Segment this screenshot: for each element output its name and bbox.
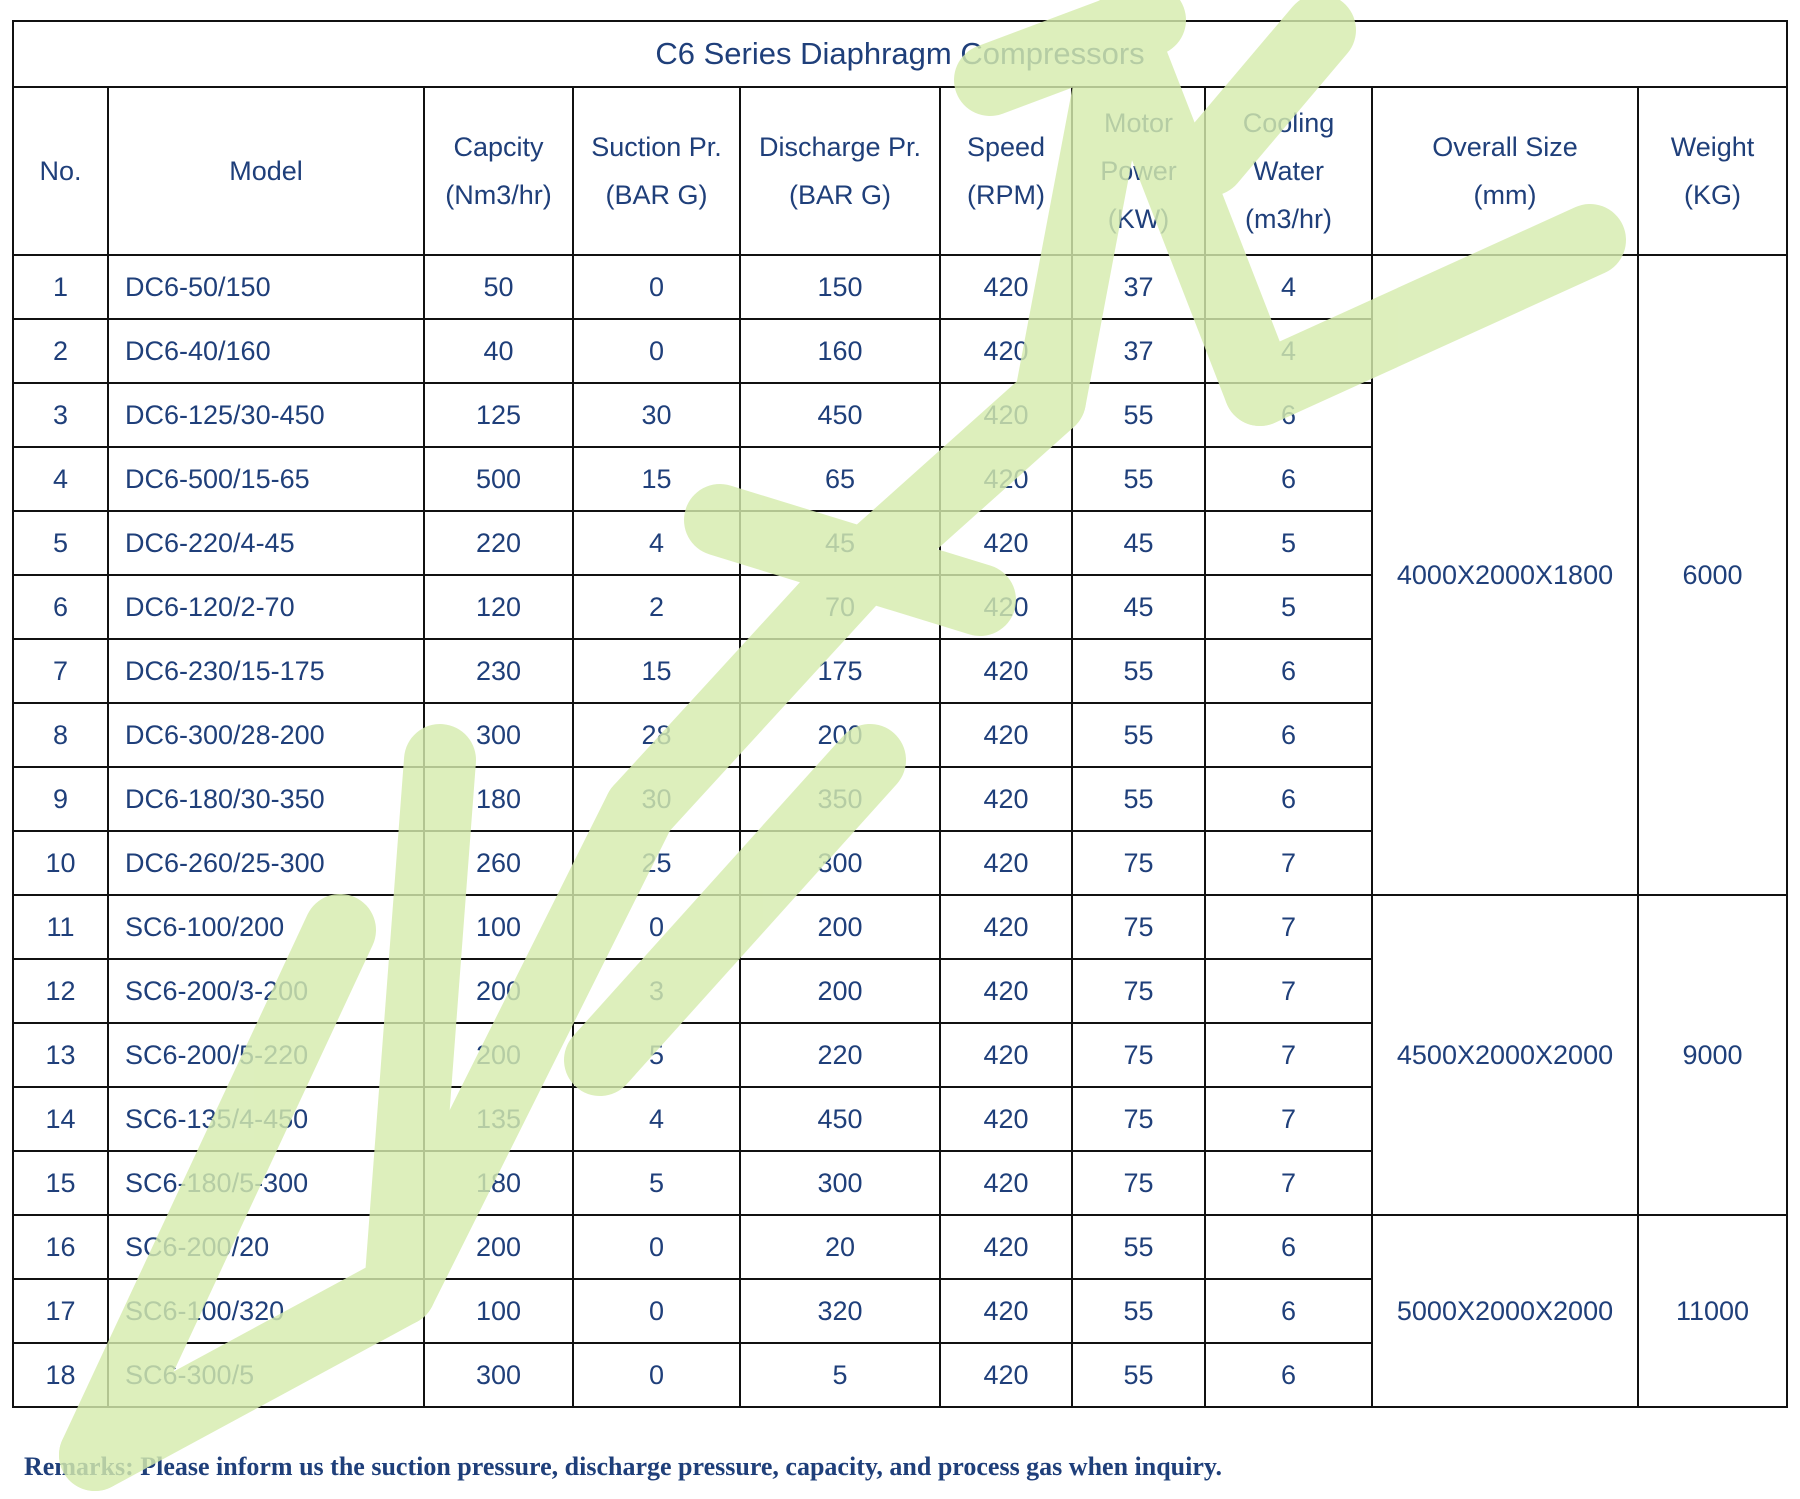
- cell-cooling: 7: [1205, 1151, 1372, 1215]
- cell-no: 13: [13, 1023, 108, 1087]
- column-header: [1638, 87, 1787, 255]
- cell-no: 16: [13, 1215, 108, 1279]
- cell-discharge: 70: [740, 575, 940, 639]
- cell-capacity: 200: [424, 1023, 573, 1087]
- cell-capacity: 125: [424, 383, 573, 447]
- column-header-line: (RPM): [967, 180, 1045, 210]
- table-row: [13, 1215, 1787, 1279]
- cell-speed: 420: [940, 703, 1072, 767]
- cell-power: 75: [1072, 1151, 1205, 1215]
- column-header-line: Weight: [1670, 132, 1755, 162]
- cell-speed: 420: [940, 1279, 1072, 1343]
- cell-speed: 420: [940, 1215, 1072, 1279]
- cell-capacity: 40: [424, 319, 573, 383]
- table-row: [13, 255, 1787, 319]
- table-row: [13, 895, 1787, 959]
- cell-cooling: 7: [1205, 1087, 1372, 1151]
- cell-speed: 420: [940, 1151, 1072, 1215]
- cell-cooling: 6: [1205, 1343, 1372, 1407]
- cell-cooling: 6: [1205, 639, 1372, 703]
- cell-model: DC6-230/15-175: [108, 639, 424, 703]
- cell-suction: 4: [573, 511, 740, 575]
- cell-speed: 420: [940, 767, 1072, 831]
- cell-discharge: 5: [740, 1343, 940, 1407]
- cell-cooling: 7: [1205, 895, 1372, 959]
- column-header-line: Model: [229, 156, 303, 186]
- cell-suction: 15: [573, 639, 740, 703]
- cell-discharge: 45: [740, 511, 940, 575]
- cell-speed: 420: [940, 1023, 1072, 1087]
- cell-suction: 0: [573, 319, 740, 383]
- cell-capacity: 100: [424, 1279, 573, 1343]
- column-header: [740, 87, 940, 255]
- cell-suction: 4: [573, 1087, 740, 1151]
- column-header: [1205, 87, 1372, 255]
- cell-suction: 15: [573, 447, 740, 511]
- cell-power: 45: [1072, 511, 1205, 575]
- cell-discharge: 160: [740, 319, 940, 383]
- cell-cooling: 6: [1205, 767, 1372, 831]
- table-title: C6 Series Diaphragm Compressors: [13, 21, 1787, 87]
- table-body: [13, 255, 1787, 1407]
- cell-model: DC6-40/160: [108, 319, 424, 383]
- column-header-line: Cooling: [1242, 108, 1335, 138]
- cell-capacity: 180: [424, 767, 573, 831]
- column-header: [573, 87, 740, 255]
- cell-model: SC6-300/5: [108, 1343, 424, 1407]
- cell-power: 55: [1072, 767, 1205, 831]
- cell-speed: 420: [940, 1087, 1072, 1151]
- cell-cooling: 5: [1205, 575, 1372, 639]
- cell-cooling: 6: [1205, 383, 1372, 447]
- cell-suction: 28: [573, 703, 740, 767]
- cell-capacity: 300: [424, 1343, 573, 1407]
- cell-model: SC6-100/320: [108, 1279, 424, 1343]
- column-header-line: Overall Size: [1432, 132, 1578, 162]
- cell-model: SC6-135/4-450: [108, 1087, 424, 1151]
- cell-speed: 420: [940, 575, 1072, 639]
- cell-cooling: 6: [1205, 447, 1372, 511]
- column-header: [424, 87, 573, 255]
- cell-speed: 420: [940, 383, 1072, 447]
- specs-table: [12, 20, 1788, 1408]
- cell-no: 4: [13, 447, 108, 511]
- column-header-line: Power: [1100, 156, 1177, 186]
- cell-power: 55: [1072, 383, 1205, 447]
- column-header-line: Suction Pr.: [591, 132, 722, 162]
- cell-discharge: 200: [740, 959, 940, 1023]
- cell-model: SC6-200/5-220: [108, 1023, 424, 1087]
- cell-suction: 2: [573, 575, 740, 639]
- cell-capacity: 100: [424, 895, 573, 959]
- cell-no: 10: [13, 831, 108, 895]
- cell-suction: 0: [573, 1343, 740, 1407]
- cell-no: 6: [13, 575, 108, 639]
- cell-capacity: 220: [424, 511, 573, 575]
- cell-weight: 9000: [1638, 895, 1787, 1215]
- cell-no: 14: [13, 1087, 108, 1151]
- cell-model: DC6-120/2-70: [108, 575, 424, 639]
- cell-speed: 420: [940, 447, 1072, 511]
- cell-discharge: 220: [740, 1023, 940, 1087]
- cell-speed: 420: [940, 319, 1072, 383]
- cell-power: 55: [1072, 447, 1205, 511]
- cell-discharge: 320: [740, 1279, 940, 1343]
- cell-cooling: 6: [1205, 1215, 1372, 1279]
- cell-overall-size: 4000X2000X1800: [1372, 255, 1638, 895]
- cell-suction: 0: [573, 895, 740, 959]
- column-header-line: No.: [39, 156, 82, 186]
- cell-no: 5: [13, 511, 108, 575]
- cell-power: 37: [1072, 319, 1205, 383]
- cell-model: SC6-200/3-200: [108, 959, 424, 1023]
- cell-discharge: 450: [740, 1087, 940, 1151]
- cell-capacity: 135: [424, 1087, 573, 1151]
- cell-no: 18: [13, 1343, 108, 1407]
- cell-no: 17: [13, 1279, 108, 1343]
- cell-capacity: 230: [424, 639, 573, 703]
- cell-power: 55: [1072, 1343, 1205, 1407]
- cell-suction: 3: [573, 959, 740, 1023]
- header-row: [13, 87, 1787, 255]
- cell-model: DC6-300/28-200: [108, 703, 424, 767]
- cell-power: 75: [1072, 1087, 1205, 1151]
- cell-power: 55: [1072, 1279, 1205, 1343]
- cell-suction: 0: [573, 255, 740, 319]
- cell-capacity: 500: [424, 447, 573, 511]
- cell-capacity: 50: [424, 255, 573, 319]
- cell-cooling: 7: [1205, 831, 1372, 895]
- cell-cooling: 4: [1205, 255, 1372, 319]
- cell-power: 37: [1072, 255, 1205, 319]
- cell-power: 55: [1072, 703, 1205, 767]
- cell-no: 7: [13, 639, 108, 703]
- column-header-line: (m3/hr): [1245, 204, 1332, 234]
- cell-power: 55: [1072, 1215, 1205, 1279]
- cell-discharge: 65: [740, 447, 940, 511]
- cell-weight: 6000: [1638, 255, 1787, 895]
- cell-no: 9: [13, 767, 108, 831]
- cell-speed: 420: [940, 511, 1072, 575]
- cell-suction: 5: [573, 1023, 740, 1087]
- cell-power: 75: [1072, 895, 1205, 959]
- column-header-line: (KW): [1107, 204, 1170, 234]
- column-header: [13, 87, 108, 255]
- remarks-note: Remarks: Please inform us the suction pressure, discharge pressure, capacity, and process gas when inquiry.: [24, 1452, 1222, 1481]
- cell-model: DC6-180/30-350: [108, 767, 424, 831]
- cell-weight: 11000: [1638, 1215, 1787, 1407]
- cell-cooling: 4: [1205, 319, 1372, 383]
- cell-speed: 420: [940, 831, 1072, 895]
- cell-model: SC6-100/200: [108, 895, 424, 959]
- cell-suction: 30: [573, 383, 740, 447]
- cell-suction: 5: [573, 1151, 740, 1215]
- cell-suction: 0: [573, 1279, 740, 1343]
- cell-discharge: 300: [740, 831, 940, 895]
- cell-model: DC6-500/15-65: [108, 447, 424, 511]
- cell-capacity: 120: [424, 575, 573, 639]
- cell-no: 8: [13, 703, 108, 767]
- cell-power: 75: [1072, 959, 1205, 1023]
- cell-suction: 0: [573, 1215, 740, 1279]
- cell-discharge: 350: [740, 767, 940, 831]
- cell-discharge: 200: [740, 895, 940, 959]
- cell-no: 1: [13, 255, 108, 319]
- cell-cooling: 7: [1205, 1023, 1372, 1087]
- column-header-line: Discharge Pr.: [758, 132, 922, 162]
- cell-cooling: 5: [1205, 511, 1372, 575]
- cell-capacity: 200: [424, 959, 573, 1023]
- cell-discharge: 150: [740, 255, 940, 319]
- cell-capacity: 260: [424, 831, 573, 895]
- column-header-line: (BAR G): [788, 180, 891, 210]
- cell-power: 45: [1072, 575, 1205, 639]
- column-header: [1072, 87, 1205, 255]
- cell-discharge: 20: [740, 1215, 940, 1279]
- cell-capacity: 200: [424, 1215, 573, 1279]
- cell-discharge: 300: [740, 1151, 940, 1215]
- cell-speed: 420: [940, 639, 1072, 703]
- cell-speed: 420: [940, 895, 1072, 959]
- cell-cooling: 7: [1205, 959, 1372, 1023]
- cell-power: 75: [1072, 1023, 1205, 1087]
- column-header-line: Speed: [966, 132, 1046, 162]
- column-header-line: Capcity: [453, 132, 544, 162]
- column-header-line: (mm): [1473, 180, 1537, 210]
- cell-suction: 30: [573, 767, 740, 831]
- cell-no: 11: [13, 895, 108, 959]
- cell-overall-size: 5000X2000X2000: [1372, 1215, 1638, 1407]
- cell-suction: 25: [573, 831, 740, 895]
- cell-discharge: 450: [740, 383, 940, 447]
- cell-model: DC6-220/4-45: [108, 511, 424, 575]
- cell-overall-size: 4500X2000X2000: [1372, 895, 1638, 1215]
- cell-no: 2: [13, 319, 108, 383]
- cell-speed: 420: [940, 1343, 1072, 1407]
- cell-cooling: 6: [1205, 1279, 1372, 1343]
- cell-power: 75: [1072, 831, 1205, 895]
- column-header-line: Water: [1252, 156, 1324, 186]
- cell-cooling: 6: [1205, 703, 1372, 767]
- cell-no: 12: [13, 959, 108, 1023]
- column-header-line: Motor: [1103, 108, 1174, 138]
- column-header: [108, 87, 424, 255]
- cell-capacity: 300: [424, 703, 573, 767]
- column-header-line: (BAR G): [605, 180, 708, 210]
- column-header-line: (KG): [1684, 180, 1742, 210]
- cell-speed: 420: [940, 255, 1072, 319]
- column-header-line: (Nm3/hr): [445, 180, 552, 210]
- cell-model: DC6-260/25-300: [108, 831, 424, 895]
- cell-no: 3: [13, 383, 108, 447]
- cell-discharge: 175: [740, 639, 940, 703]
- column-header: [940, 87, 1072, 255]
- cell-no: 15: [13, 1151, 108, 1215]
- cell-speed: 420: [940, 959, 1072, 1023]
- cell-model: DC6-125/30-450: [108, 383, 424, 447]
- cell-discharge: 200: [740, 703, 940, 767]
- cell-model: SC6-180/5-300: [108, 1151, 424, 1215]
- cell-capacity: 180: [424, 1151, 573, 1215]
- column-header: [1372, 87, 1638, 255]
- cell-power: 55: [1072, 639, 1205, 703]
- cell-model: SC6-200/20: [108, 1215, 424, 1279]
- cell-model: DC6-50/150: [108, 255, 424, 319]
